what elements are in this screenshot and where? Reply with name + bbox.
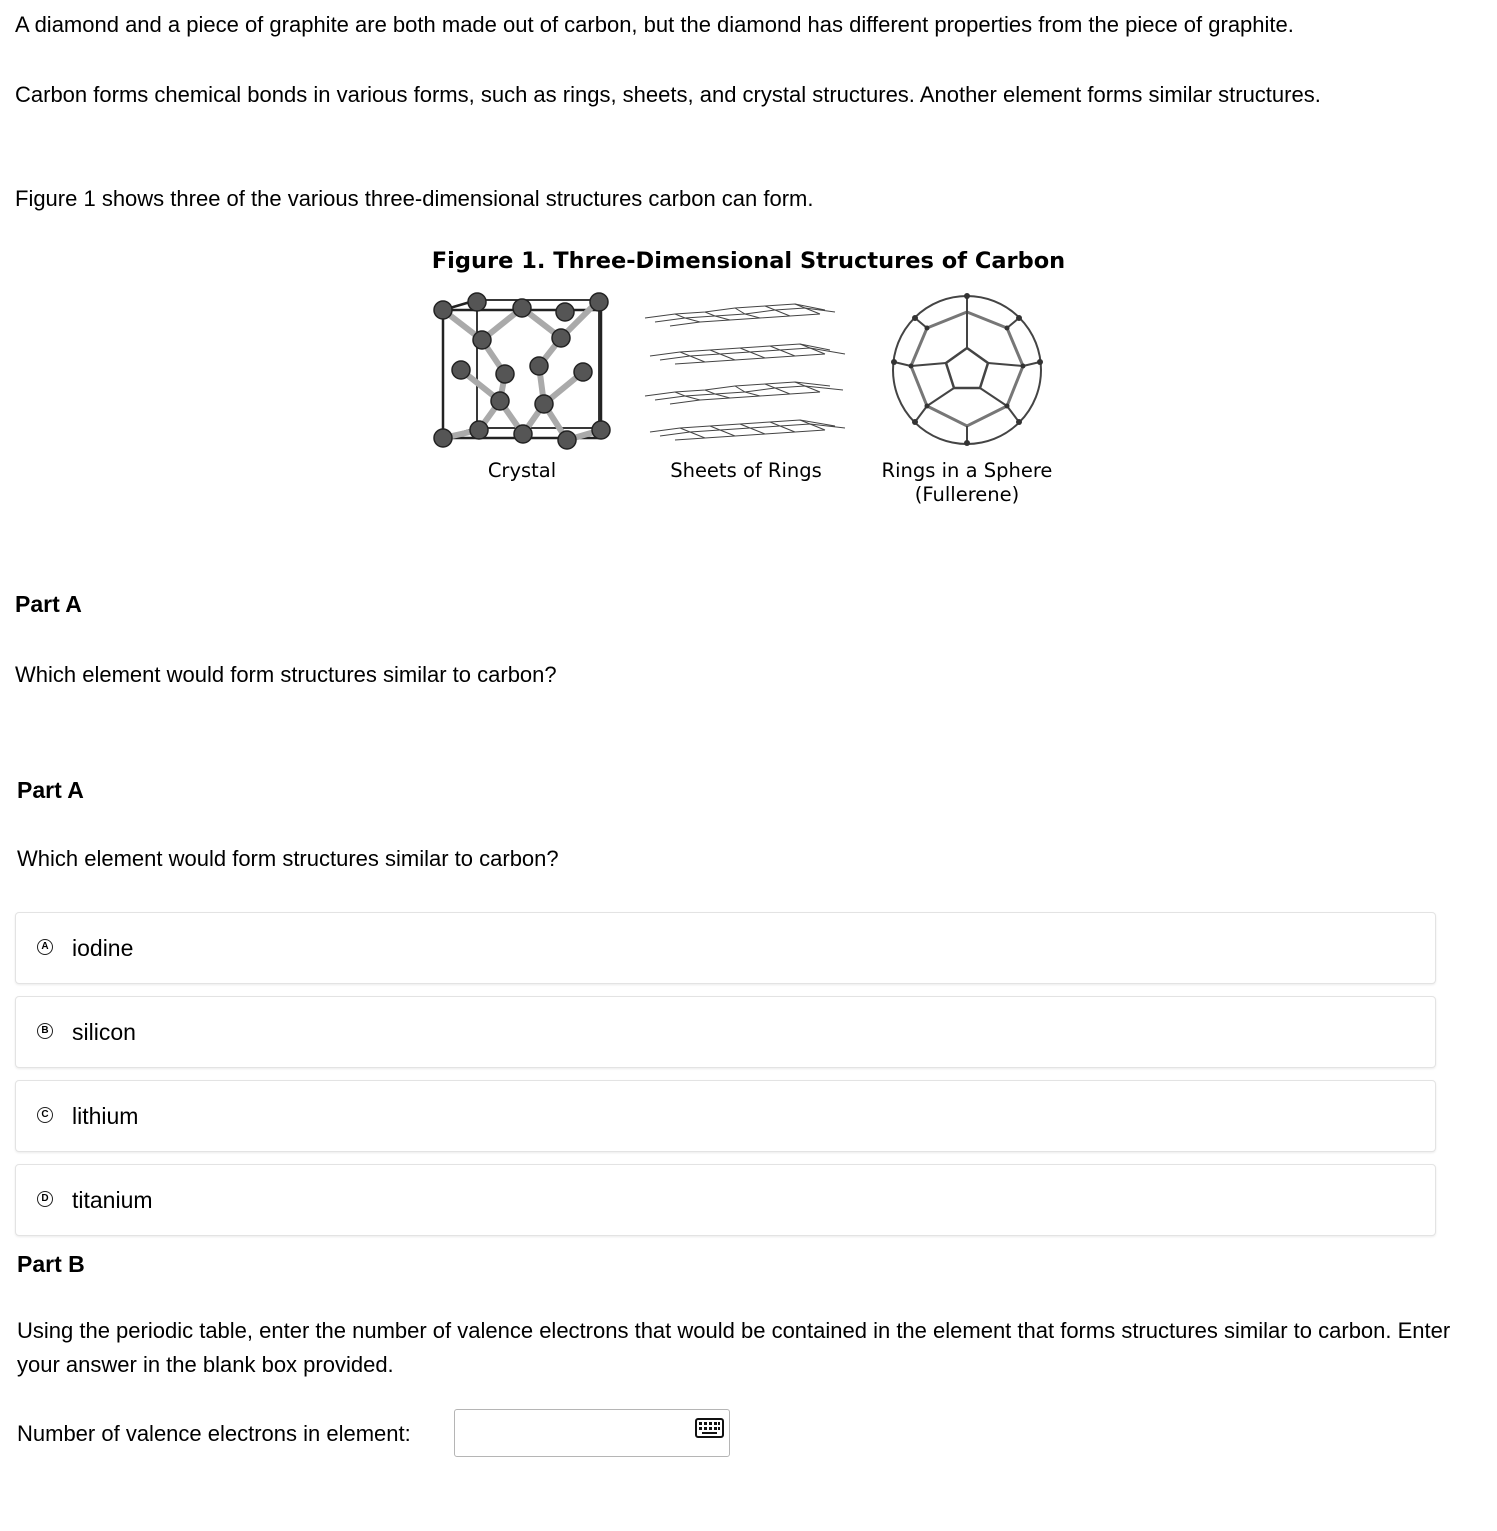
figure-label-crystal: Crystal (487, 459, 557, 482)
fullerene-illustration (891, 293, 1043, 446)
part-b-heading: Part B (17, 1251, 85, 1277)
option-b[interactable] (15, 996, 1436, 1068)
figure-label-fullerene: (Fullerene) (914, 483, 1020, 506)
option-d-letter-icon: D (37, 1191, 53, 1207)
option-d[interactable] (15, 1164, 1436, 1236)
option-c[interactable] (15, 1080, 1436, 1152)
figure-label-sphere: Rings in a Sphere (881, 459, 1053, 482)
stimulus-part-a-heading: Part A (15, 591, 82, 617)
part-a-question: Which element would form structures similar to carbon? (17, 846, 559, 871)
intro-paragraph-3: Figure 1 shows three of the various three-dimensional structures carbon can form. (15, 186, 814, 211)
option-a-text: iodine (72, 935, 134, 961)
stimulus-part-a-question: Which element would form structures similar to carbon? (15, 662, 557, 687)
valence-field-label: Number of valence electrons in element: (17, 1421, 411, 1446)
figure-label-sheets: Sheets of Rings (670, 459, 822, 482)
keyboard-icon[interactable] (695, 1418, 724, 1438)
option-a-letter-icon: A (37, 939, 53, 955)
option-c-text: lithium (72, 1103, 139, 1129)
option-b-letter-icon: B (37, 1023, 53, 1039)
carbon-structures-figure (425, 288, 1065, 453)
option-b-text: silicon (72, 1019, 136, 1045)
intro-paragraph-2: Carbon forms chemical bonds in various forms, such as rings, sheets, and crystal structures. Another element forms similar structures. (15, 82, 1321, 107)
option-a[interactable] (15, 912, 1436, 984)
option-d-text: titanium (72, 1187, 153, 1213)
graphite-sheets-illustration (645, 304, 845, 440)
part-b-prompt: Using the periodic table, enter the number of valence electrons that would be contained in the element that forms structures similar to carbon. Enter your answer in the blank box provided. (17, 1318, 1451, 1377)
part-a-heading: Part A (17, 777, 84, 803)
valence-electrons-input[interactable] (459, 1414, 693, 1454)
intro-paragraph-1: A diamond and a piece of graphite are both made out of carbon, but the diamond has different properties from the piece of graphite. (15, 12, 1294, 37)
crystal-structure-illustration (434, 293, 610, 449)
valence-answer-box[interactable] (454, 1409, 730, 1457)
figure-title: Figure 1. Three-Dimensional Structures of Carbon (431, 248, 1066, 274)
option-c-letter-icon: C (37, 1107, 53, 1123)
